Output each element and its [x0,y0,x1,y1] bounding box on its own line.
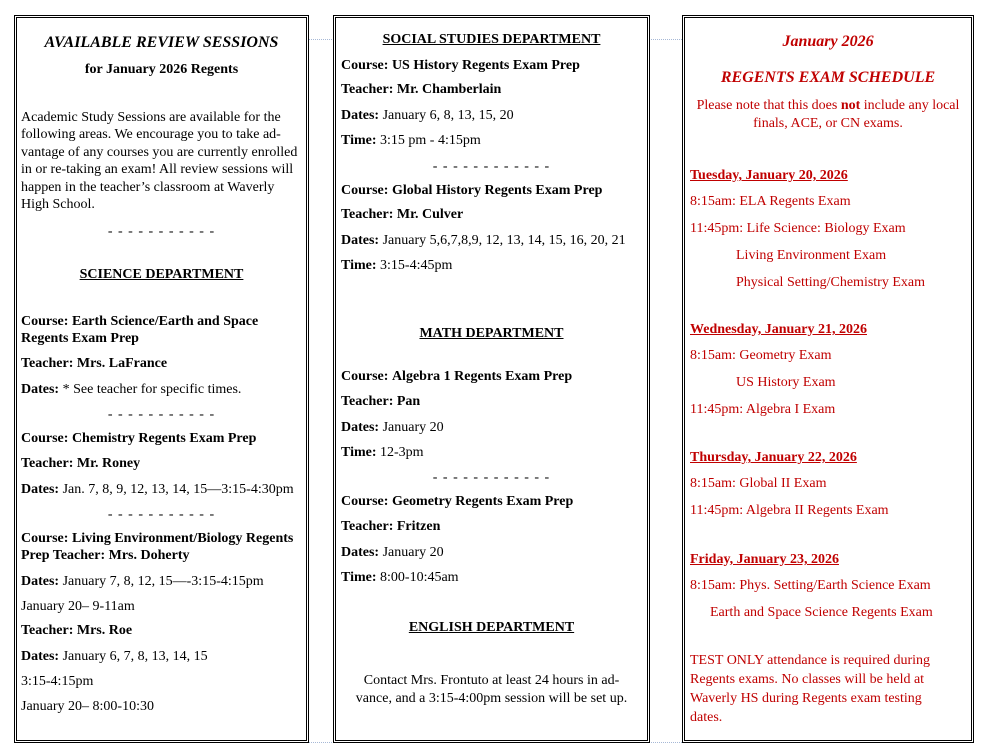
intro-line: vantage of any courses you are currently enrolled [21,145,298,160]
schedule-title: REGENTS EXAM SCHEDULE [720,69,936,86]
session-teacher: Teacher: Mr. Chamberlain [341,82,502,97]
exam-entry: Living Environment Exam [736,248,887,263]
session-course: Course: Earth Science/Earth and Space [21,314,259,329]
intro-line: High School. [21,197,95,212]
exam-day-heading: Tuesday, January 20, 2026 [690,168,848,183]
separator: - - - - - - - - - - - [107,224,216,239]
math-department-heading: MATH DEPARTMENT [419,326,564,341]
session-dates: Dates: January 7, 8, 12, 15—-3:15-4:15pm [21,574,264,589]
intro-line: following areas. We encourage you to take ad- [21,127,281,142]
session-teacher: Teacher: Mr. Roney [21,456,141,471]
english-department-heading: ENGLISH DEPARTMENT [408,620,575,635]
exam-entry: 11:45pm: Algebra II Regents Exam [690,503,889,518]
session-teacher: Teacher: Mrs. LaFrance [21,356,168,371]
session-dates: Dates: January 20 [341,420,444,435]
schedule-note: finals, ACE, or CN exams. [753,116,903,131]
footer-note: Regents exams. No classes will be held at [690,672,925,687]
session-dates: Dates: January 6, 8, 13, 15, 20 [341,108,514,123]
exam-entry: 8:15am: Phys. Setting/Earth Science Exam [690,578,931,593]
session-dates: Dates: January 20 [341,545,444,560]
session-dates: Dates: Jan. 7, 8, 9, 12, 13, 14, 15—3:15-4:30pm [21,482,294,497]
session-teacher: Teacher: Pan [341,394,421,409]
social-studies-heading: SOCIAL STUDIES DEPARTMENT [382,32,601,47]
session-teacher: Teacher: Mrs. Roe [21,623,133,638]
exam-day-heading: Thursday, January 22, 2026 [690,450,857,465]
exam-entry: Physical Setting/Chemistry Exam [736,275,925,290]
intro-line: happen in the teacher’s classroom at Waverly [21,180,275,195]
session-dates-extra: January 20– 9-11am [21,599,135,614]
schedule-month: January 2026 [782,33,874,50]
footer-note: TEST ONLY attendance is required during [690,653,931,668]
schedule-note: Please note that this does not include any local [696,98,960,113]
separator: - - - - - - - - - - - - [432,159,551,174]
english-note: Contact Mrs. Frontuto at least 24 hours in ad- [363,673,620,688]
session-time: Time: 3:15 pm - 4:15pm [341,133,481,148]
session-dates: Dates: January 6, 7, 8, 13, 14, 15 [21,649,208,664]
review-sessions-panel [14,15,309,743]
exam-entry: 8:15am: ELA Regents Exam [690,194,851,209]
exam-entry: Earth and Space Science Regents Exam [710,605,933,620]
intro-line: Academic Study Sessions are available for the [21,110,281,125]
exam-day-heading: Wednesday, January 21, 2026 [690,322,867,337]
session-course: Course: Global History Regents Exam Prep [341,183,603,198]
session-time: Time: 8:00-10:45am [341,570,459,585]
session-course-cont: Regents Exam Prep [21,331,139,346]
departments-panel [333,15,650,743]
session-dates-extra: January 20– 8:00-10:30 [21,699,154,714]
session-time: 3:15-4:15pm [21,674,94,689]
session-teacher: Teacher: Mr. Culver [341,207,464,222]
separator: - - - - - - - - - - - [107,507,216,522]
session-course: Course: Chemistry Regents Exam Prep [21,431,257,446]
science-department-heading: SCIENCE DEPARTMENT [79,267,244,282]
english-note: vance, and a 3:15-4:00pm session will be set up. [355,691,628,706]
exam-entry: 8:15am: Global II Exam [690,476,827,491]
exam-entry: 8:15am: Geometry Exam [690,348,832,363]
separator: - - - - - - - - - - - - [432,470,551,485]
exam-entry: US History Exam [736,375,836,390]
exam-schedule-panel [682,15,974,743]
panel-subtitle: for January 2026 Regents [84,62,239,77]
panel-title: AVAILABLE REVIEW SESSIONS [44,34,279,51]
separator: - - - - - - - - - - - [107,407,216,422]
session-time: Time: 12-3pm [341,445,424,460]
footer-note: Waverly HS during Regents exam testing [690,691,922,706]
session-dates: Dates: January 5,6,7,8,9, 12, 13, 14, 15, 16, 20, 21 [341,233,626,248]
session-teacher: Teacher: Fritzen [341,519,441,534]
session-time: Time: 3:15-4:45pm [341,258,453,273]
exam-day-heading: Friday, January 23, 2026 [690,552,839,567]
exam-entry: 11:45pm: Algebra I Exam [690,402,836,417]
session-course: Course: Algebra 1 Regents Exam Prep [341,369,573,384]
session-dates: Dates: * See teacher for specific times. [21,382,242,397]
session-course: Course: Geometry Regents Exam Prep [341,494,574,509]
session-course-cont: Prep Teacher: Mrs. Doherty [21,548,190,563]
session-course: Course: Living Environment/Biology Regents [21,531,294,546]
session-course: Course: US History Regents Exam Prep [341,58,580,73]
intro-line: in or re-taking an exam! All review sessions will [21,162,294,177]
exam-entry: 11:45pm: Life Science: Biology Exam [690,221,906,236]
footer-note: dates. [690,710,723,725]
